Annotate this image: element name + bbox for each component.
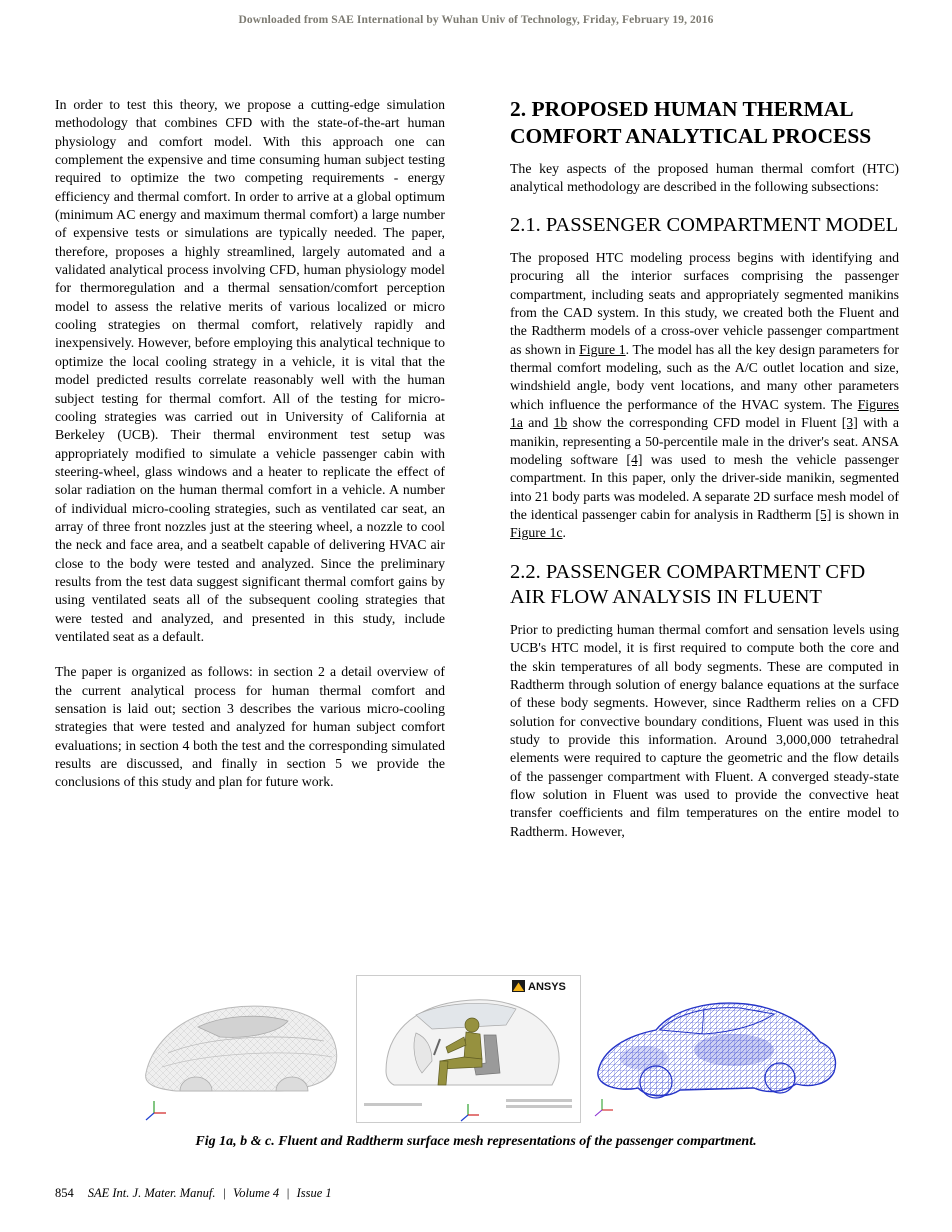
ansys-logo — [512, 980, 566, 993]
text-segment: and — [523, 415, 554, 431]
figure-1-caption: Fig 1a, b & c. Fluent and Radtherm surface mesh representations of the passenger compartment. — [195, 1134, 757, 1149]
text-segment: . The model has all the key design parameters for thermal comfort modeling, such as the A/C outlet location and size, windshield angle, body vent locations, and many other parameters which influence the performance of the HVAC system. The — [510, 341, 899, 412]
footer-separator: | — [286, 1186, 290, 1200]
figure-1 — [128, 974, 846, 1124]
body-paragraph: In order to test this theory, we propose a cutting-edge simulation methodology that combines CFD with the state-of-the-art human physiology and comfort model. With this approach one can complement the expensive and time consuming human subject testing required to optimize the two competing requirements - energy efficiency and thermal comfort. In order to arrive at a global optimum (minimum AC energy and maximum thermal comfort) a large number of expensive tests or simulations are typically needed. The paper, therefore, proposes a highly streamlined, largely automated and a validated analytical process involving CFD, human physiology model for thermoregulation and a thermal sensation/comfort perception model to assess the relative merits of various localized or micro cooling strategies on thermal comfort, relatively rapidly and inexpensively. However, before employing this analytical technique to optimize the local cooling strategy in a vehicle, it is vital that the model predicted results correlate reasonably well with the human subject testing for thermal comfort. All of the testing for micro-cooling strategies was carried out in University of California at Berkeley (UCB). Their thermal environment test setup was appropriately modified to simulate a vehicle passenger cabin with steering-wheel, glass windows and a heater to replicate the effect of solar radiation on the human thermal comfort in a vehicle. A number of individual micro-cooling strategies, such as ventilated car seat, an array of three front nozzles just at the steering wheel, a nozzle to cool the neck and face area, and a seatbelt capable of delivering HVAC air close to the body were tested and analyzed. Since the preliminary results from the test data suggest significant thermal comfort gains by using ventilated seats all of the subsequent cooling strategies that were tested and analyzed, and presented in this study, include ventilated seat as a default. — [55, 97, 445, 644]
text-segment: with a manikin, representing a 50-percentile male in the driver's seat. ANSA modeling software — [510, 415, 899, 467]
radtherm-car-mesh — [598, 1003, 836, 1098]
body-paragraph: The key aspects of the proposed human thermal comfort (HTC) analytical methodology are described in the following subsections: — [510, 160, 899, 195]
reference-link[interactable]: Figure 1 — [579, 341, 626, 357]
text-segment: . — [562, 525, 566, 541]
reference-link[interactable]: 1b — [553, 415, 568, 431]
download-notice: Downloaded from SAE International by Wuhan Univ of Technology, Friday, February 19, 2016 — [238, 14, 714, 26]
text-segment: show the corresponding CFD model in Fluent — [567, 415, 842, 431]
page-footer — [55, 1186, 332, 1201]
body-paragraph: Prior to predicting human thermal comfort and sensation levels using UCB's HTC model, it is first required to compute both the core and the skin temperatures of all body segments. These are computed in Radtherm through solution of energy balance equations at the surface of these body segments. However, since Radtherm relies on a CFD solution for convective boundary conditions, Fluent was used in this study to provide this information. Around 3,000,000 tetrahedral elements were required to capture the geometric and the flow details of the passenger compartment with Fluent. A converged steady-state flow solution in Fluent was used to provide the convective heat transfer coefficients and film temperatures on the entire model to Radtherm. However, — [510, 621, 899, 839]
axis-triad-icon — [595, 1099, 613, 1116]
left-column — [55, 96, 445, 809]
section-2-heading: 2. PROPOSED HUMAN THERMAL COMFORT ANALYTICAL PROCESS — [510, 97, 872, 148]
text-segment: was used to mesh the vehicle passenger compartment. In this paper, only the driver-side manikin, segmented into 21 body parts was modeled. A separate 2D surface mesh model of the identical passenger cabin for analysis in Radtherm — [510, 451, 899, 522]
text-segment: is shown in — [831, 506, 899, 522]
figure-1a-image — [128, 975, 353, 1123]
body-paragraph: The paper is organized as follows: in section 2 a detail overview of the current analytical process for human thermal comfort and sensation is laid out; section 3 describes the various micro-cooling strategies that were tested and analyzed for human subject comfort evaluations; in section 4 both the test and the corresponding simulated results are discussed, and finally in section 5 we provide the conclusions of this study and plan for future work. — [55, 664, 445, 790]
reference-link[interactable]: Figure 1c — [510, 525, 563, 541]
text-segment: The proposed HTC modeling process begins with identifying and procuring all the interior surfaces comprising the passenger compartment, including seats and appropriately segmented manikins from the CAD system. In this study, we created both the Fluent and the Radtherm models of a cross-over vehicle passenger compartment as shown in — [510, 250, 899, 357]
axis-triad-icon — [146, 1101, 166, 1120]
figure-1b-image — [356, 975, 581, 1123]
journal-volume: Volume 4 — [232, 1186, 280, 1200]
figure-1c-image — [584, 980, 846, 1118]
body-paragraph — [510, 249, 899, 543]
reference-link[interactable]: Figures 1a — [510, 396, 899, 431]
svg-text:ANSYS: ANSYS — [528, 981, 566, 993]
journal-issue: Issue 1 — [296, 1186, 332, 1200]
car-shell-mesh — [146, 1006, 337, 1091]
reference-link[interactable]: [4] — [626, 451, 643, 467]
reference-link[interactable]: [3] — [841, 415, 858, 431]
page-number: 854 — [55, 1186, 74, 1200]
right-column — [510, 96, 899, 858]
footer-separator: | — [222, 1186, 226, 1200]
section-2-2-heading: 2.2. PASSENGER COMPARTMENT CFD AIR FLOW ANALYSIS IN FLUENT — [510, 560, 866, 609]
section-2-1-heading: 2.1. PASSENGER COMPARTMENT MODEL — [510, 214, 899, 237]
reference-link[interactable]: [5] — [815, 506, 832, 522]
journal-title: SAE Int. J. Mater. Manuf. — [87, 1186, 216, 1200]
